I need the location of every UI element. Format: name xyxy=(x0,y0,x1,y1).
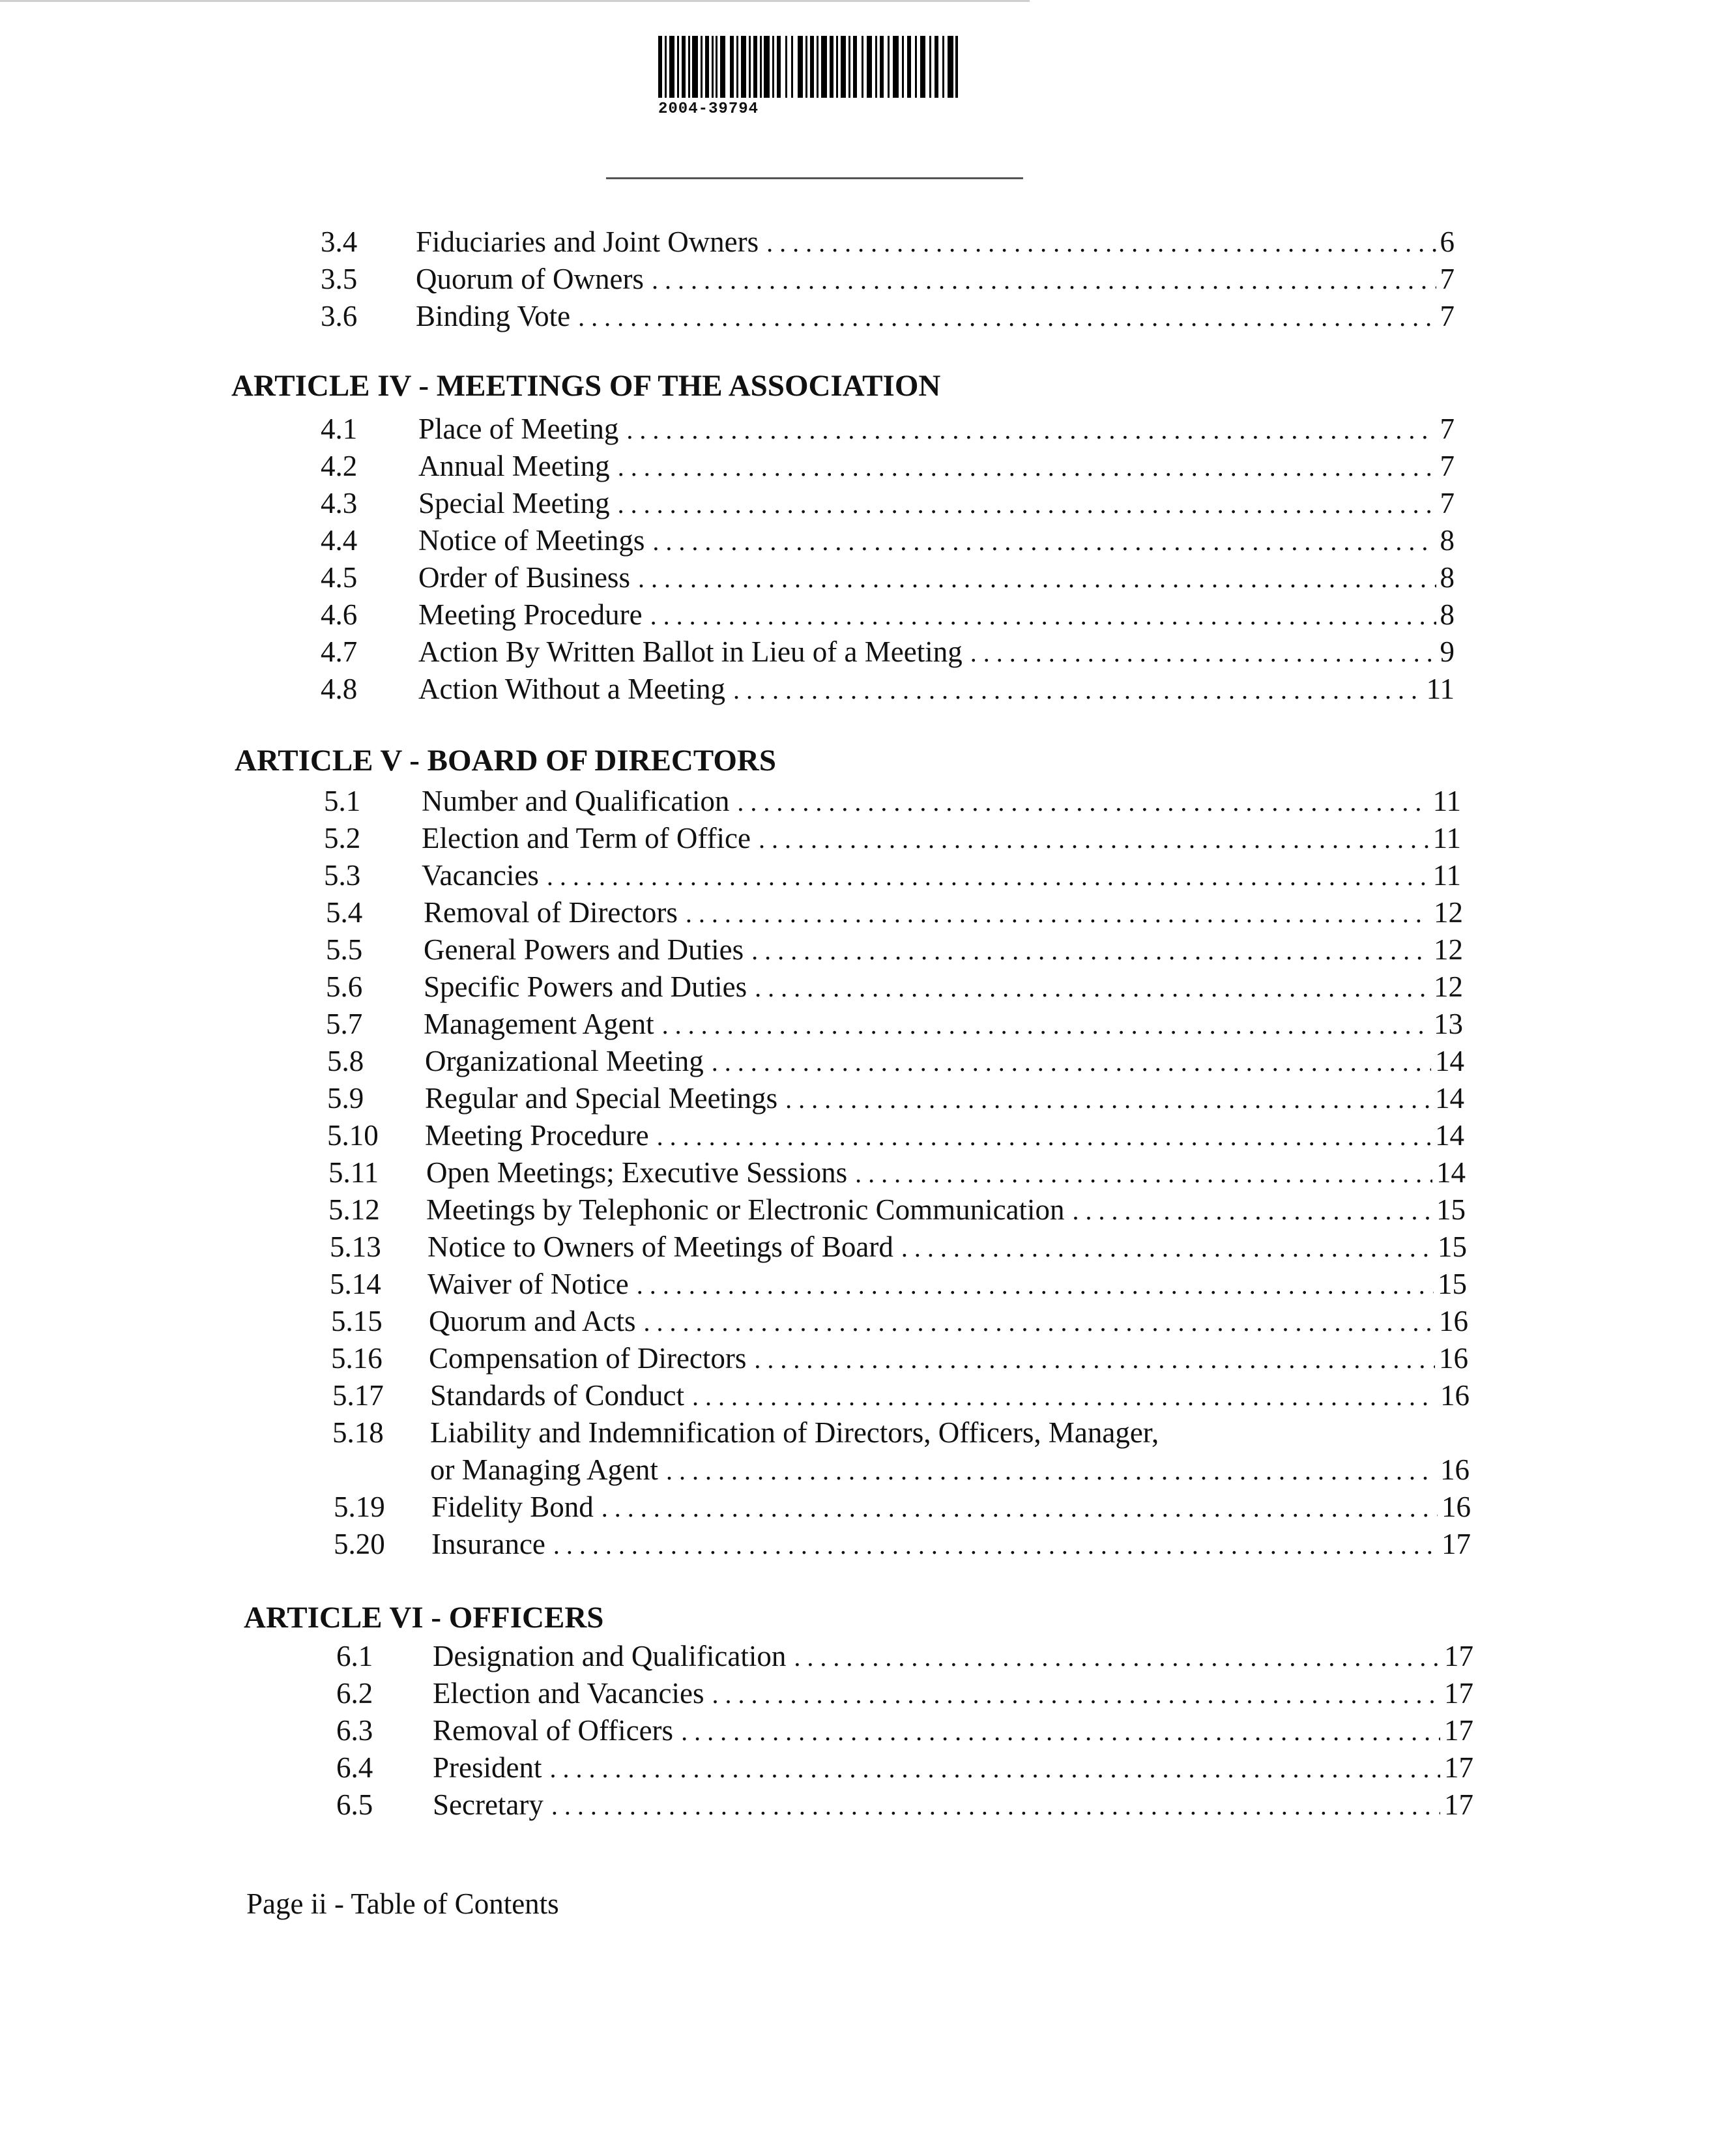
toc-entry-title: Special Meeting xyxy=(418,485,618,522)
toc-entry-title: Action Without a Meeting xyxy=(418,671,733,708)
toc-entry-page: 17 xyxy=(1444,1751,1473,1784)
dot-leader xyxy=(662,1006,1430,1043)
toc-entry xyxy=(328,1154,1466,1191)
toc-entry-title: Fiduciaries and Joint Owners xyxy=(416,224,766,261)
toc-entry-title: Number and Qualification xyxy=(422,783,737,820)
toc-entry-number: 3.4 xyxy=(321,226,358,258)
toc-entry-title: Notice of Meetings xyxy=(418,522,652,559)
dot-leader xyxy=(759,821,1429,858)
toc-entry-number: 4.1 xyxy=(321,413,358,445)
toc-entry-page: 17 xyxy=(1444,1788,1473,1821)
toc-entry-title-line1: Liability and Indemnification of Directors, Officers, Manager, xyxy=(430,1416,1159,1449)
toc-entry-title: Meetings by Telephonic or Electronic Communication xyxy=(426,1191,1073,1229)
dot-leader xyxy=(712,1043,1431,1081)
dot-leader xyxy=(855,1155,1432,1192)
divider-line xyxy=(606,177,1023,179)
toc-entry-number: 4.3 xyxy=(321,487,358,519)
toc-entry xyxy=(324,820,1461,857)
toc-entry-number: 5.19 xyxy=(334,1491,385,1523)
toc-entry xyxy=(336,1712,1473,1749)
dot-leader xyxy=(638,560,1436,597)
toc-entry-title: Annual Meeting xyxy=(418,448,618,485)
dot-leader xyxy=(637,1266,1434,1304)
toc-entry-title: Removal of Officers xyxy=(433,1712,681,1749)
dot-leader xyxy=(578,299,1436,336)
toc-entry-title: Binding Vote xyxy=(416,298,578,335)
toc-entry xyxy=(321,559,1455,596)
article-heading: ARTICLE IV - MEETINGS OF THE ASSOCIATION xyxy=(231,369,941,403)
toc-entry-page: 14 xyxy=(1435,1082,1464,1114)
toc-entry-page: 17 xyxy=(1444,1714,1473,1747)
toc-entry-title: or Managing Agent xyxy=(430,1451,666,1489)
toc-entry-title: Compensation of Directors xyxy=(429,1340,754,1377)
toc-entry xyxy=(334,1526,1471,1563)
toc-entry-page: 14 xyxy=(1436,1156,1466,1189)
toc-entry-page: 16 xyxy=(1439,1305,1468,1337)
toc-entry xyxy=(321,448,1455,485)
toc-entry xyxy=(327,1080,1464,1117)
toc-entry-number: 5.9 xyxy=(327,1082,364,1114)
dot-leader xyxy=(737,783,1428,821)
toc-entry xyxy=(326,894,1463,931)
toc-entry xyxy=(326,931,1463,969)
toc-entry-title: Election and Term of Office xyxy=(422,820,759,857)
toc-entry xyxy=(321,522,1455,559)
dot-leader xyxy=(766,224,1436,261)
toc-entry-number: 5.1 xyxy=(324,785,361,817)
toc-entry xyxy=(336,1638,1473,1675)
toc-entry-title: Notice to Owners of Meetings of Board xyxy=(428,1229,901,1266)
dot-leader xyxy=(712,1676,1441,1713)
toc-entry-page: 17 xyxy=(1444,1677,1473,1710)
dot-leader xyxy=(1073,1192,1432,1229)
toc-entry-title: Designation and Qualification xyxy=(433,1638,794,1675)
toc-entry-page: 13 xyxy=(1434,1008,1463,1040)
dot-leader xyxy=(686,895,1430,932)
toc-entry xyxy=(328,1191,1466,1229)
dot-leader xyxy=(650,597,1436,634)
toc-entry-number: 5.6 xyxy=(326,970,363,1003)
toc-entry xyxy=(321,634,1455,671)
toc-entry-title: Quorum of Owners xyxy=(416,261,652,298)
toc-entry xyxy=(321,596,1455,634)
dot-leader xyxy=(751,932,1430,969)
toc-entry-title: Place of Meeting xyxy=(418,411,626,448)
page-footer: Page ii - Table of Contents xyxy=(246,1887,559,1920)
toc-entry-number: 5.3 xyxy=(324,859,361,892)
toc-entry xyxy=(327,1117,1464,1154)
toc-entry-number: 4.7 xyxy=(321,635,358,668)
toc-entry-number: 6.5 xyxy=(336,1788,373,1821)
toc-entry-page: 7 xyxy=(1440,413,1455,445)
dot-leader xyxy=(754,1341,1435,1378)
toc-entry-number: 6.2 xyxy=(336,1677,373,1710)
toc-entry xyxy=(330,1266,1467,1303)
toc-entry-number: 5.10 xyxy=(327,1119,379,1152)
dot-leader xyxy=(618,486,1436,523)
toc-entry xyxy=(336,1749,1473,1786)
toc-entry-number: 6.3 xyxy=(336,1714,373,1747)
toc-entry-page: 9 xyxy=(1440,635,1455,668)
barcode-image xyxy=(658,36,958,98)
toc-entry-page: 11 xyxy=(1432,785,1461,817)
toc-entry-number: 4.6 xyxy=(321,598,358,631)
toc-entry-number: 5.5 xyxy=(326,933,363,966)
dot-leader xyxy=(901,1229,1434,1266)
toc-entry xyxy=(332,1414,1470,1489)
dot-leader xyxy=(681,1713,1440,1750)
toc-entry-title: Standards of Conduct xyxy=(430,1377,692,1414)
toc-entry-page: 8 xyxy=(1440,524,1455,557)
toc-entry-page: 14 xyxy=(1435,1045,1464,1077)
dot-leader xyxy=(553,1526,1438,1564)
dot-leader xyxy=(601,1489,1438,1526)
toc-entry-title: President xyxy=(433,1749,549,1786)
toc-entry-page: 7 xyxy=(1440,450,1455,482)
dot-leader xyxy=(547,858,1429,895)
toc-entry-title: Insurance xyxy=(431,1526,553,1563)
toc-entry-number: 5.15 xyxy=(331,1305,383,1337)
dot-leader xyxy=(755,969,1430,1006)
toc-entry xyxy=(334,1489,1471,1526)
toc-entry xyxy=(331,1340,1468,1377)
toc-entry-number: 6.4 xyxy=(336,1751,373,1784)
toc-entry xyxy=(332,1377,1470,1414)
dot-leader xyxy=(549,1750,1440,1787)
toc-entry-number: 5.11 xyxy=(328,1156,379,1189)
toc-entry-number: 5.8 xyxy=(327,1045,364,1077)
toc-entry-number: 6.1 xyxy=(336,1640,373,1672)
toc-entry-title: Action By Written Ballot in Lieu of a Meeting xyxy=(418,634,970,671)
dot-leader xyxy=(970,634,1436,671)
toc-entry-title: Meeting Procedure xyxy=(418,596,650,634)
toc-entry-title: Election and Vacancies xyxy=(433,1675,712,1712)
toc-entry-page: 17 xyxy=(1442,1528,1471,1560)
toc-entry xyxy=(321,485,1455,522)
dot-leader xyxy=(652,261,1436,299)
toc-entry-number: 5.14 xyxy=(330,1268,381,1300)
dot-leader xyxy=(551,1787,1440,1824)
toc-entry-number: 5.18 xyxy=(332,1416,384,1449)
toc-entry xyxy=(326,1006,1463,1043)
toc-entry-number: 5.2 xyxy=(324,822,361,854)
toc-entry-title: Vacancies xyxy=(422,857,547,894)
toc-entry-title: Regular and Special Meetings xyxy=(425,1080,785,1117)
toc-entry-page: 11 xyxy=(1432,822,1461,854)
toc-entry xyxy=(336,1786,1473,1824)
toc-entry xyxy=(326,969,1463,1006)
toc-entry-title: Order of Business xyxy=(418,559,638,596)
toc-entry-number: 5.12 xyxy=(328,1193,380,1226)
scan-top-edge xyxy=(0,0,1030,2)
dot-leader xyxy=(657,1118,1431,1155)
toc-entry-title: Meeting Procedure xyxy=(425,1117,657,1154)
dot-leader xyxy=(785,1081,1431,1118)
toc-entry-page: 12 xyxy=(1434,896,1463,929)
toc-entry-page: 16 xyxy=(1440,1453,1470,1486)
toc-entry-number: 5.13 xyxy=(330,1231,381,1263)
dot-leader xyxy=(618,448,1436,486)
toc-entry-page: 7 xyxy=(1440,487,1455,519)
toc-entry-page: 17 xyxy=(1444,1640,1473,1672)
barcode-number: 2004-39794 xyxy=(658,100,759,118)
toc-entry xyxy=(324,783,1461,820)
toc-entry-page: 15 xyxy=(1438,1231,1467,1263)
toc-entry xyxy=(321,261,1455,298)
article-heading: ARTICLE VI - OFFICERS xyxy=(244,1601,604,1635)
dot-leader xyxy=(692,1378,1436,1415)
toc-entry-page: 6 xyxy=(1440,226,1455,258)
toc-entry-page: 7 xyxy=(1440,300,1455,332)
toc-entry-number: 5.16 xyxy=(331,1342,383,1375)
toc-entry-page: 12 xyxy=(1434,970,1463,1003)
toc-entry-page: 14 xyxy=(1435,1119,1464,1152)
dot-leader xyxy=(643,1304,1435,1341)
dot-leader xyxy=(733,671,1423,708)
toc-entry xyxy=(321,298,1455,335)
toc-entry-title: Open Meetings; Executive Sessions xyxy=(426,1154,855,1191)
toc-entry-number: 5.7 xyxy=(326,1008,363,1040)
toc-entry-number: 5.17 xyxy=(332,1379,384,1412)
toc-entry-number: 5.20 xyxy=(334,1528,385,1560)
dot-leader xyxy=(666,1452,1436,1489)
dot-leader xyxy=(626,411,1436,448)
toc-entry-number: 4.5 xyxy=(321,561,358,594)
toc-entry-number: 4.2 xyxy=(321,450,358,482)
toc-entry-number: 4.8 xyxy=(321,673,358,705)
toc-entry-title: General Powers and Duties xyxy=(424,931,751,969)
toc-entry xyxy=(336,1675,1473,1712)
toc-entry-title: Removal of Directors xyxy=(424,894,686,931)
toc-entry-number: 5.4 xyxy=(326,896,363,929)
toc-entry-number: 4.4 xyxy=(321,524,358,557)
toc-entry-title: Management Agent xyxy=(424,1006,662,1043)
toc-entry-page: 11 xyxy=(1432,859,1461,892)
toc-entry-title: Organizational Meeting xyxy=(425,1043,712,1080)
toc-entry xyxy=(331,1303,1468,1340)
toc-entry-title: Waiver of Notice xyxy=(428,1266,637,1303)
dot-leader xyxy=(652,523,1436,560)
toc-entry xyxy=(321,224,1455,261)
toc-entry xyxy=(321,411,1455,448)
toc-entry-title: Fidelity Bond xyxy=(431,1489,601,1526)
toc-entry-number: 3.6 xyxy=(321,300,358,332)
toc-entry xyxy=(324,857,1461,894)
toc-entry-page: 15 xyxy=(1438,1268,1467,1300)
toc-entry-page: 12 xyxy=(1434,933,1463,966)
toc-entry-title: Quorum and Acts xyxy=(429,1303,643,1340)
toc-entry-page: 8 xyxy=(1440,561,1455,594)
dot-leader xyxy=(794,1639,1440,1676)
toc-entry-page: 11 xyxy=(1426,673,1455,705)
toc-entry-page: 8 xyxy=(1440,598,1455,631)
toc-entry xyxy=(321,671,1455,708)
toc-entry-title: Secretary xyxy=(433,1786,551,1824)
toc-entry-page: 15 xyxy=(1436,1193,1466,1226)
toc-entry-number: 3.5 xyxy=(321,263,358,295)
toc-entry-page: 16 xyxy=(1442,1491,1471,1523)
barcode xyxy=(658,36,958,118)
toc-entry xyxy=(330,1229,1467,1266)
toc-entry xyxy=(327,1043,1464,1080)
toc-entry-page: 7 xyxy=(1440,263,1455,295)
toc-entry-page: 16 xyxy=(1440,1379,1470,1412)
toc-entry-title: Specific Powers and Duties xyxy=(424,969,755,1006)
toc-entry-page: 16 xyxy=(1439,1342,1468,1375)
article-heading: ARTICLE V - BOARD OF DIRECTORS xyxy=(235,744,777,778)
